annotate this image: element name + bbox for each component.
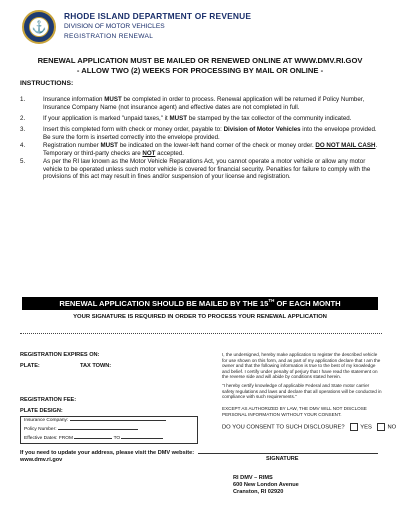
tax-town-label: TAX TOWN: [80, 363, 112, 369]
notice-line-2: - ALLOW TWO (2) WEEKS FOR PROCESSING BY MAIL OR ONLINE - [76, 66, 324, 75]
instruction-number: 1. [20, 96, 26, 103]
mailing-address: RI DMV – RIMS 600 New London Avenue Cranston, RI 02920 [233, 475, 299, 495]
consent-row: DO YOU CONSENT TO SUCH DISCLOSURE? YES NO [222, 424, 397, 431]
address-update-note: If you need to update your address, please visit the DMV website: www.dmv.ri.gov [20, 450, 195, 463]
instruction-number: 3. [20, 126, 26, 133]
notice-line-1: RENEWAL APPLICATION MUST BE MAILED OR RENEWED ONLINE AT WWW.DMV.RI.GOV [37, 56, 363, 65]
effective-from-field[interactable] [74, 438, 112, 439]
instruction-item: Registration number MUST be indicated on the lower-left hand corner of the check or money order. DO NOT MAIL CASH. Temporary or third-party checks are NOT accepted. [43, 142, 378, 157]
privacy-disclosure-text: EXCEPT AS AUTHORIZED BY LAW, THE DMV WILL NOT DISCLOSE PERSONAL INFORMATION WITHOUT YOUR CONSENT. [222, 406, 367, 417]
plate-design-label: PLATE DESIGN: [20, 408, 63, 414]
form-title: REGISTRATION RENEWAL [64, 33, 154, 40]
instructions-heading: INSTRUCTIONS: [20, 80, 74, 87]
instruction-item: If your application is marked "unpaid taxes," it MUST be stamped by the tax collector of the community indicated. [43, 115, 352, 122]
mail-by-banner: RENEWAL APPLICATION SHOULD BE MAILED BY THE 15TH OF EACH MONTH [22, 297, 378, 310]
signature-label: SIGNATURE [266, 456, 299, 462]
consent-no-checkbox[interactable] [377, 423, 385, 431]
instruction-number: 2. [20, 115, 26, 122]
instruction-number: 4. [20, 142, 26, 149]
instruction-item: Insurance information MUST be completed in order to process. Renewal application will be returned if Policy Number, Insurance Company Name (not insurance agent) and effective dates are not completed in full. [43, 96, 365, 111]
carrier-safety-certification: "I hereby certify knowledge of applicable Federal and State motor carrier safety regulations and laws and declare that all operations will be conducted in compliance with such requirements." [222, 383, 382, 400]
state-seal-icon: ⚓ [22, 10, 56, 44]
instruction-item: Insert this completed form with check or money order, payable to: Division of Motor Vehicles into the envelope provided. Be sure the form is inserted correctly into the envelope provided. [43, 126, 377, 141]
signature-required-note: YOUR SIGNATURE IS REQUIRED IN ORDER TO PROCESS YOUR RENEWAL APPLICATION [73, 314, 327, 320]
certification-text: I, the undersigned, hereby make application to register the described vehicle for use shown on this form, and as part of my application declare that I am the owner and that the following information is true to the best of my knowledge and belief. I certify under penalty of perjury that I have read the statement on the reverse side and will abide by conditions stated herein. [222, 352, 381, 380]
cut-line [20, 333, 382, 334]
registration-expires-label: REGISTRATION EXPIRES ON: [20, 352, 100, 358]
signature-line[interactable] [198, 453, 378, 454]
instruction-number: 5. [20, 158, 26, 165]
consent-yes-checkbox[interactable] [350, 423, 358, 431]
insurance-company-field[interactable] [70, 420, 166, 421]
plate-label: PLATE: [20, 363, 40, 369]
registration-fee-label: REGISTRATION FEE: [20, 397, 77, 403]
division-name: DIVISION OF MOTOR VEHICLES [64, 23, 165, 30]
insurance-company-row: Insurance Company: [24, 418, 166, 423]
effective-to-field[interactable] [121, 438, 163, 439]
policy-number-row: Policy Number: [24, 427, 138, 432]
org-name: RHODE ISLAND DEPARTMENT OF REVENUE [64, 11, 252, 21]
instruction-item: As per the RI law known as the Motor Vehicle Reparations Act, you cannot operate a motor vehicle or allow any motor vehicle to be operated unless such motor vehicle is covered for financial security. Penalties for failure to comply with the provisions of this act may result in fines and/or suspension of your license and registration. [43, 158, 371, 181]
effective-dates-row: Effective Dates: FROM TO [24, 436, 163, 441]
policy-number-field[interactable] [58, 429, 138, 430]
